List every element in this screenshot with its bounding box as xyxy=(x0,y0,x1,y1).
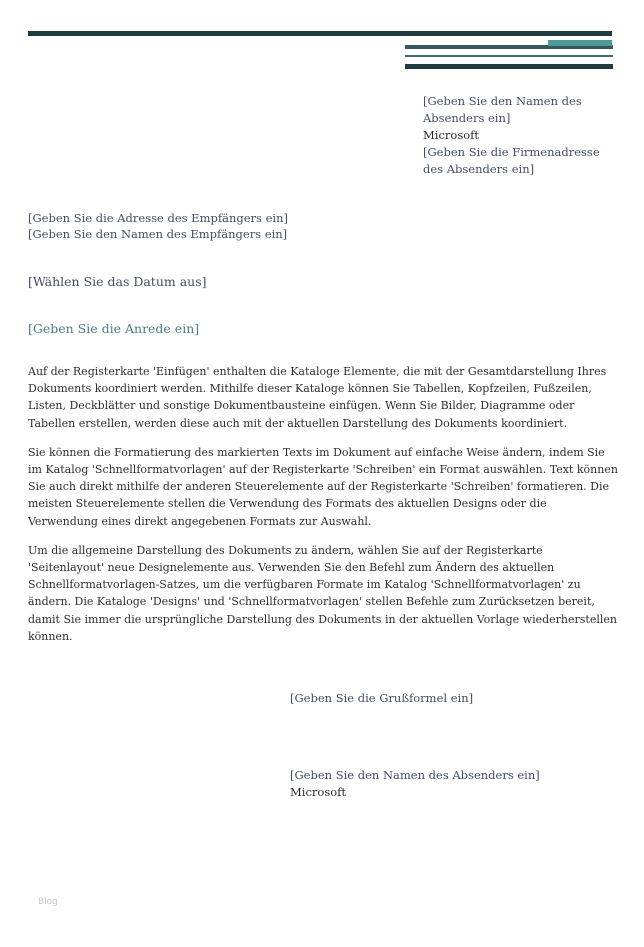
header-rule-main xyxy=(28,31,612,36)
header-rule-right-3 xyxy=(405,64,613,69)
salutation-placeholder[interactable]: [Geben Sie die Anrede ein] xyxy=(28,321,200,336)
header-accent-teal xyxy=(548,40,612,46)
signature-block xyxy=(290,767,540,801)
body-paragraph[interactable]: Auf der Registerkarte 'Einfügen' enthalten die Kataloge Elemente, die mit der Gesamtdarstellung Ihres Dokuments koordiniert werden. Mithilfe dieser Kataloge können Sie Tabellen, Kopfzeilen, Fußzeilen, Listen, Deckblätter und sonstige Dokumentbausteine einfügen. Wenn Sie Bilder, Diagramme oder Tabellen erstellen, werden diese auch mit der aktuellen Darstellung des Dokuments koordiniert. xyxy=(28,365,607,430)
recipient-address-placeholder[interactable]: [Geben Sie die Adresse des Empfängers ein] xyxy=(28,211,288,225)
header-rule-right-2 xyxy=(405,55,613,57)
recipient-block xyxy=(28,210,288,242)
body-paragraph[interactable]: Sie können die Formatierung des markierten Texts im Dokument auf einfache Weise ändern, indem Sie im Katalog 'Schnellformatvorlagen' auf der Registerkarte 'Schreiben' ein Format auswählen. Text können Sie auch direkt mithilfe der anderen Steuerelemente auf der Registerkarte 'Schreiben' formatieren. Die meisten Steuerelemente stellen die Verwendung des Formats des aktuellen Designs oder die Verwendung eines direkt angegebenen Formats zur Auswahl. xyxy=(28,445,618,528)
signature-company: Microsoft xyxy=(290,785,347,799)
letter-body xyxy=(28,363,618,657)
body-paragraph[interactable]: Um die allgemeine Darstellung des Dokuments zu ändern, wählen Sie auf der Registerkarte 'Seitenlayout' neue Designelemente aus. Verwenden Sie den Befehl zum Ändern des aktuellen Schnellformatvorlagen-Satzes, um die verfügbaren Formate im Katalog 'Schnellformatvorlagen' zu ändern. Die Kataloge 'Designs' und 'Schnellformatvorlagen' stellen Befehle zum Zurücksetzen bereit, damit Sie immer die ursprüngliche Darstellung des Dokuments in der aktuellen Vorlage wiederherstellen können. xyxy=(28,543,617,643)
date-placeholder[interactable]: [Wählen Sie das Datum aus] xyxy=(28,274,207,289)
recipient-name-placeholder[interactable]: [Geben Sie den Namen des Empfängers ein] xyxy=(28,227,288,241)
watermark: Blog xyxy=(38,897,58,907)
signature-name-placeholder[interactable]: [Geben Sie den Namen des Absenders ein] xyxy=(290,768,540,782)
sender-name-placeholder[interactable]: [Geben Sie den Namen des Absenders ein] xyxy=(423,94,582,125)
sender-company: Microsoft xyxy=(423,128,480,142)
sender-block xyxy=(423,93,618,178)
closing-placeholder[interactable]: [Geben Sie die Grußformel ein] xyxy=(290,691,474,705)
sender-address-placeholder[interactable]: [Geben Sie die Firmenadresse des Absenders ein] xyxy=(423,145,600,176)
